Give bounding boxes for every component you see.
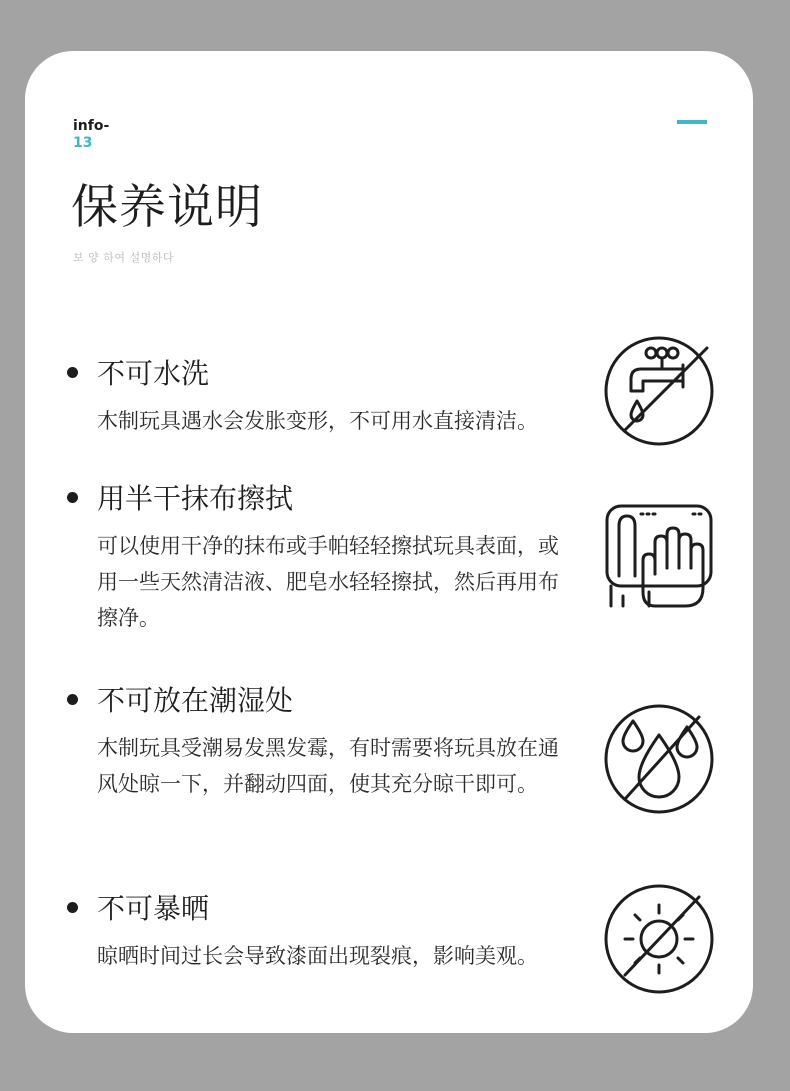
no-humidity-icon [603,703,715,815]
item-body: 木制玩具遇水会发胀变形，不可用水直接清洁。 [97,409,538,433]
info-tag-number: 13 [73,135,93,151]
accent-bar [677,120,707,124]
info-tag-label: info- [73,118,110,134]
no-water-tap-icon [603,335,715,447]
bullet [67,902,78,913]
hand-wipe-cloth-icon [603,502,715,614]
bullet [67,694,78,705]
item-title: 不可暴晒 [97,892,210,925]
info-tag [73,118,109,152]
item-title: 不可放在潮湿处 [97,684,294,717]
item-body: 晾晒时间过长会导致漆面出现裂痕，影响美观。 [97,944,538,968]
item-body: 木制玩具受潮易发黑发霉，有时需要将玩具放在通风处晾一下，并翻动四面，使其充分晾干即可。 [97,736,559,796]
item-title: 不可水洗 [97,357,210,390]
no-sun-icon [603,883,715,995]
bullet [67,492,78,503]
page-subtitle: 보 양 하여 설명하다 [73,251,174,264]
item-title: 用半干抹布擦拭 [97,482,294,515]
bullet [67,367,78,378]
care-instructions-card [25,51,753,1033]
item-body: 可以使用干净的抹布或手帕轻轻擦拭玩具表面，或用一些天然清洁液、肥皂水轻轻擦拭，然后再用布擦净。 [97,534,559,630]
page-title: 保养说明 [71,180,263,235]
